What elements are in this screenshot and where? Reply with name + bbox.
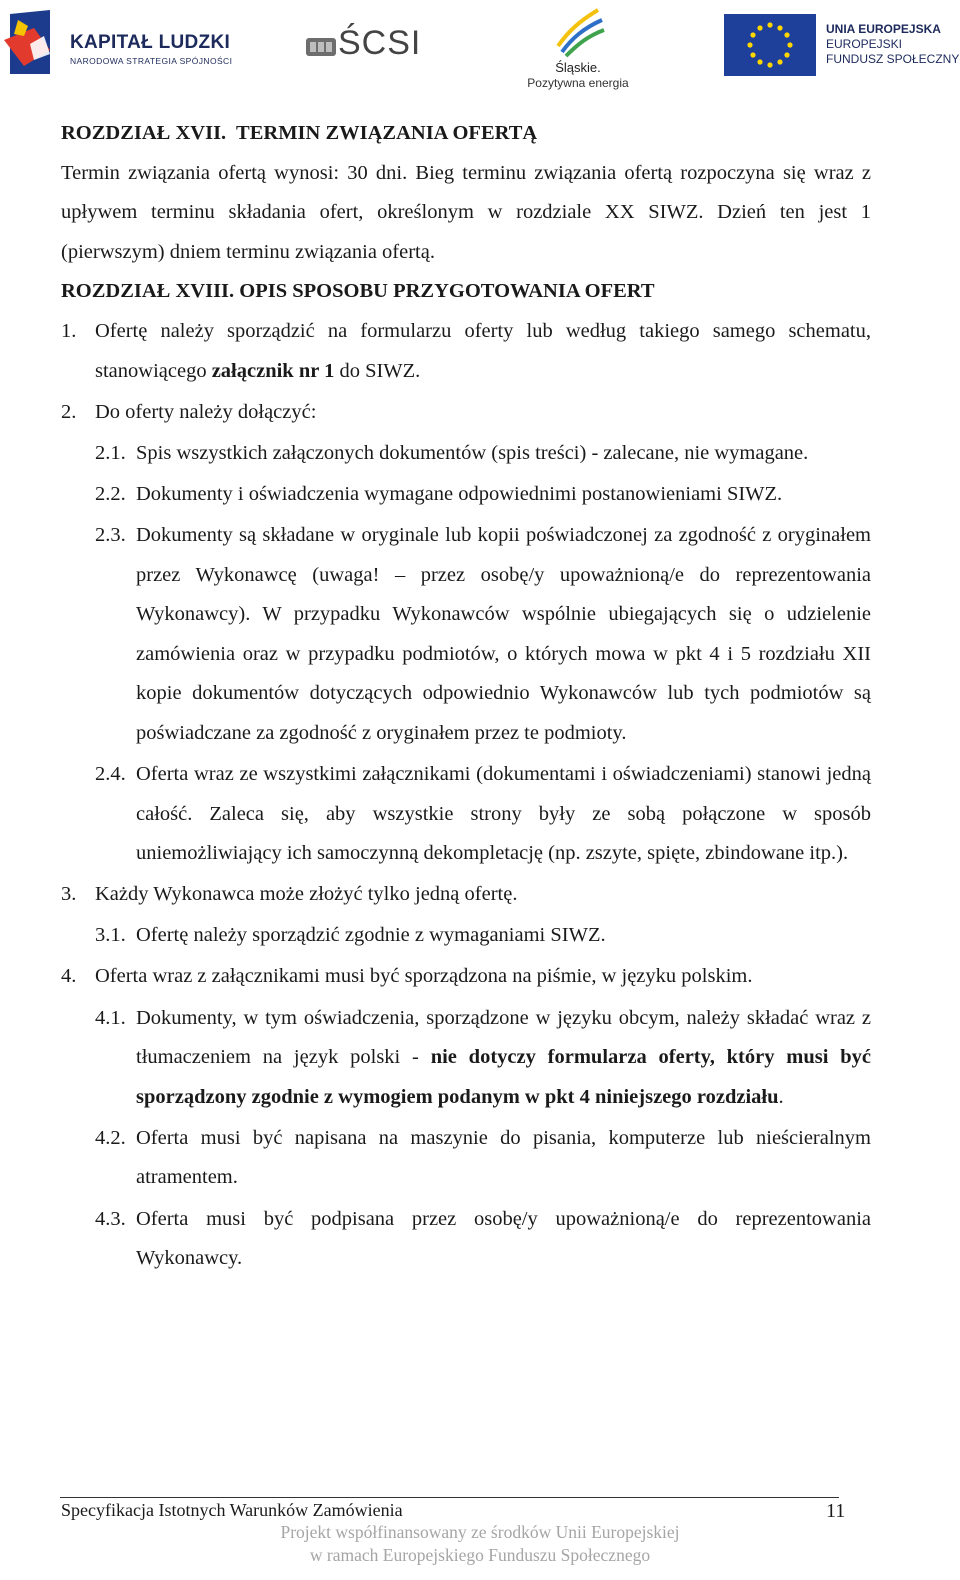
kapital-ludzki-subtitle: NARODOWA STRATEGIA SPÓJNOŚCI xyxy=(70,56,233,66)
scsi-emblem-icon xyxy=(306,30,336,60)
scsi-logo xyxy=(306,24,442,64)
item-text: Oferta musi być podpisana przez osobę/y upoważnioną/e do reprezentowania Wykonawcy. xyxy=(136,1207,871,1270)
eu-line-2: EUROPEJSKI xyxy=(826,37,903,51)
bold-exception-note: nie dotyczy formularza oferty, który musi być sporządzony zgodnie z wymogiem podanym w pkt 4 niniejszego rozdziału xyxy=(136,1046,871,1108)
list-item-4 xyxy=(61,957,871,997)
document-body xyxy=(61,114,871,1279)
item-text: Dokumenty i oświadczenia wymagane odpowiednimi postanowieniami SIWZ. xyxy=(136,482,783,505)
item-text: Dokumenty są składane w oryginale lub kopii poświadczonej za zgodność z oryginałem przez Wykonawcę (uwaga! – przez osobę/y upoważnioną/e do reprezentowania Wykonawcy). W przypadku Wykonawców wspólnie ubiegających się o udzielenie zamówienia oraz w przypadku podmiotów, o których mowa w pkt 4 i 5 rozdziału XII kopie dokumentów dotyczących odpowiednio Wykonawców lub tych podmiotów są poświadczane za zgodność z oryginałem przez te podmioty. xyxy=(136,523,871,744)
logo-header xyxy=(0,0,960,100)
item-number: 2.1. xyxy=(95,441,126,464)
kapital-ludzki-title: KAPITAŁ LUDZKI xyxy=(70,32,231,53)
footer-document-title: Specyfikacja Istotnych Warunków Zamówienia xyxy=(61,1500,403,1520)
chapter-17-heading: ROZDZIAŁ XVII. TERMIN ZWIĄZANIA OFERTĄ xyxy=(61,122,538,144)
item-number: 2. xyxy=(61,400,77,423)
slaskie-tagline: Pozytywna energia xyxy=(527,76,629,90)
chapter-17-text: Termin związania ofertą wynosi: 30 dni. Bieg terminu związania ofertą rozpoczyna się wraz z upływem terminu składania ofert, określonym w rozdziale XX SIWZ. Dzień ten jest 1 (pierwszym) dniem terminu związania ofertą. xyxy=(61,161,871,263)
chapter-18-heading: ROZDZIAŁ XVIII. OPIS SPOSOBU PRZYGOTOWANIA OFERT xyxy=(61,280,655,303)
eu-flag-icon xyxy=(724,14,816,76)
item-text: Oferta wraz z załącznikami musi być sporządzona na piśmie, w języku polskim. xyxy=(95,965,753,988)
item-text-start: Dokumenty, w tym oświadczenia, sporządzone w języku obcym, należy składać wraz z tłumaczeniem na język polski - xyxy=(136,1006,871,1069)
item-number: 1. xyxy=(61,319,77,342)
list-item-4-3 xyxy=(61,1200,871,1279)
cofunding-note-line-1: Projekt współfinansowany ze środków Unii Europejskiej xyxy=(280,1522,680,1542)
slaskie-name: Śląskie. xyxy=(555,60,601,75)
item-text-end: . xyxy=(778,1085,784,1108)
list-item-2-3 xyxy=(61,516,871,754)
item-number: 4.3. xyxy=(95,1207,126,1230)
list-item-2-2 xyxy=(61,475,871,515)
kapital-ludzki-emblem-icon xyxy=(4,10,64,80)
list-item-3 xyxy=(61,875,871,915)
item-number: 3.1. xyxy=(95,924,126,947)
item-text: Oferta musi być napisana na maszynie do pisania, komputerze lub nieścieralnym atramentem. xyxy=(136,1126,871,1189)
list-item-2-1 xyxy=(61,434,871,474)
item-number: 2.4. xyxy=(95,763,126,785)
kapital-ludzki-logo xyxy=(4,10,244,80)
item-text-start: Ofertę należy sporządzić na formularzu oferty lub według takiego samego schematu, stanowiącego xyxy=(95,319,871,382)
item-number: 4. xyxy=(61,965,77,988)
item-text xyxy=(136,999,871,1118)
item-number: 2.3. xyxy=(95,523,126,546)
item-text: Każdy Wykonawca może złożyć tylko jedną ofertę. xyxy=(95,883,518,906)
eu-logo xyxy=(724,14,960,78)
list-item-3-1 xyxy=(61,916,871,956)
item-text: Spis wszystkich załączonych dokumentów (spis treści) - zalecane, nie wymagane. xyxy=(136,441,809,464)
scsi-wordmark: ŚCSI xyxy=(338,24,422,62)
slaskie-swirl-icon xyxy=(548,2,608,58)
list-item-4-1 xyxy=(61,999,871,1118)
list-item-2 xyxy=(61,393,871,433)
eu-line-3: FUNDUSZ SPOŁECZNY xyxy=(826,52,960,66)
item-number: 3. xyxy=(61,883,77,906)
eu-logo-text xyxy=(826,22,959,67)
list-item-4-2 xyxy=(61,1119,871,1198)
item-text: Ofertę należy sporządzić zgodnie z wymaganiami SIWZ. xyxy=(136,924,606,947)
list-item-1 xyxy=(61,312,871,391)
eu-line-1: UNIA EUROPEJSKA xyxy=(826,22,941,36)
attachment-reference: załącznik nr 1 xyxy=(211,359,335,382)
item-text: Oferta wraz ze wszystkimi załącznikami (dokumentami i oświadczeniami) stanowi jedną całość. Zaleca się, aby wszystkie strony były ze sobą połączone w sposób uniemożliwiający ich samoczynną dekompletację (np. zszyte, spięte, zbindowane itp.). xyxy=(136,763,871,865)
item-text xyxy=(95,312,871,391)
footer-divider xyxy=(60,1497,839,1498)
item-number: 4.1. xyxy=(95,1006,126,1029)
item-text-end: do SIWZ. xyxy=(334,359,421,382)
item-number: 2.2. xyxy=(95,482,126,505)
slaskie-logo xyxy=(516,2,640,94)
list-item-2-4 xyxy=(61,755,871,874)
cofunding-note-line-2: w ramach Europejskiego Funduszu Społecznego xyxy=(309,1545,651,1565)
page-number: 11 xyxy=(826,1500,846,1522)
item-text: Do oferty należy dołączyć: xyxy=(95,400,317,423)
item-number: 4.2. xyxy=(95,1126,126,1149)
